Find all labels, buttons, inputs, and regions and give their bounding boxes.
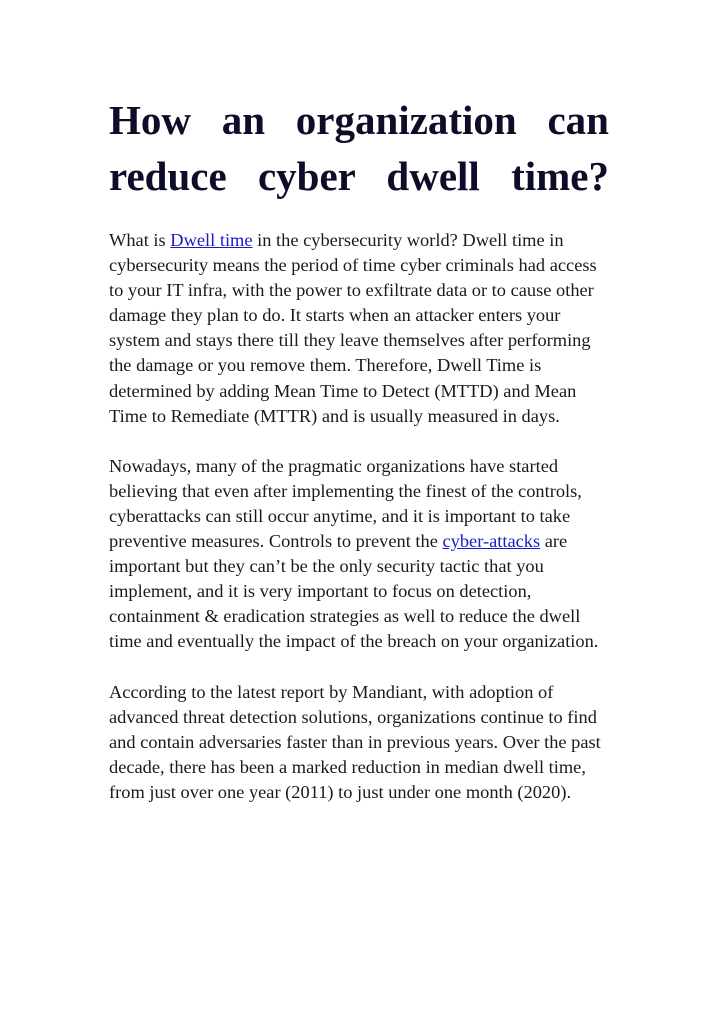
paragraph-2-text-start: Nowadays, many of the pragmatic organizations have started believing that even after implementing the finest of the controls, cyberattacks can still occur anytime, and it is important to take preventive measures. Controls to prevent the	[109, 455, 582, 552]
cyber-attacks-link[interactable]: cyber-attacks	[442, 531, 541, 552]
paragraph-2-text-end: are important but they can’t be the only security tactic that you implement, and it is very important to focus on detection, containment & eradication strategies as well to reduce the dwell time and eventually the impact of the breach on your organization.	[109, 531, 599, 652]
page-title	[109, 92, 609, 204]
paragraph-dwell-time-definition	[109, 228, 609, 429]
title-line-2: reduce cyber dwell time?	[109, 153, 609, 199]
paragraph-preventive-measures	[109, 454, 609, 655]
document-page	[109, 92, 609, 805]
dwell-time-link[interactable]: Dwell time	[170, 230, 253, 250]
paragraph-1-text-end: in the cybersecurity world? Dwell time in cybersecurity means the period of time cyber criminals had access to your IT infra, with the power to exfiltrate data or to cause other damage they plan to do. It starts when an attacker enters your system and stays there till they leave themselves after performing the damage or you remove them. Therefore, Dwell Time is determined by adding Mean Time to Detect (MTTD) and Mean Time to Remediate (MTTR) and is usually measured in days.	[109, 230, 597, 426]
paragraph-1-text-start: What is	[109, 230, 171, 250]
title-line-1: How an organization can	[109, 97, 609, 143]
paragraph-mandiant-report: According to the latest report by Mandiant, with adoption of advanced threat detection solutions, organizations continue to find and contain adversaries faster than in previous years. Over the past decade, there has been a marked reduction in median dwell time, from just over one year (2011) to just under one month (2020).	[109, 681, 601, 802]
